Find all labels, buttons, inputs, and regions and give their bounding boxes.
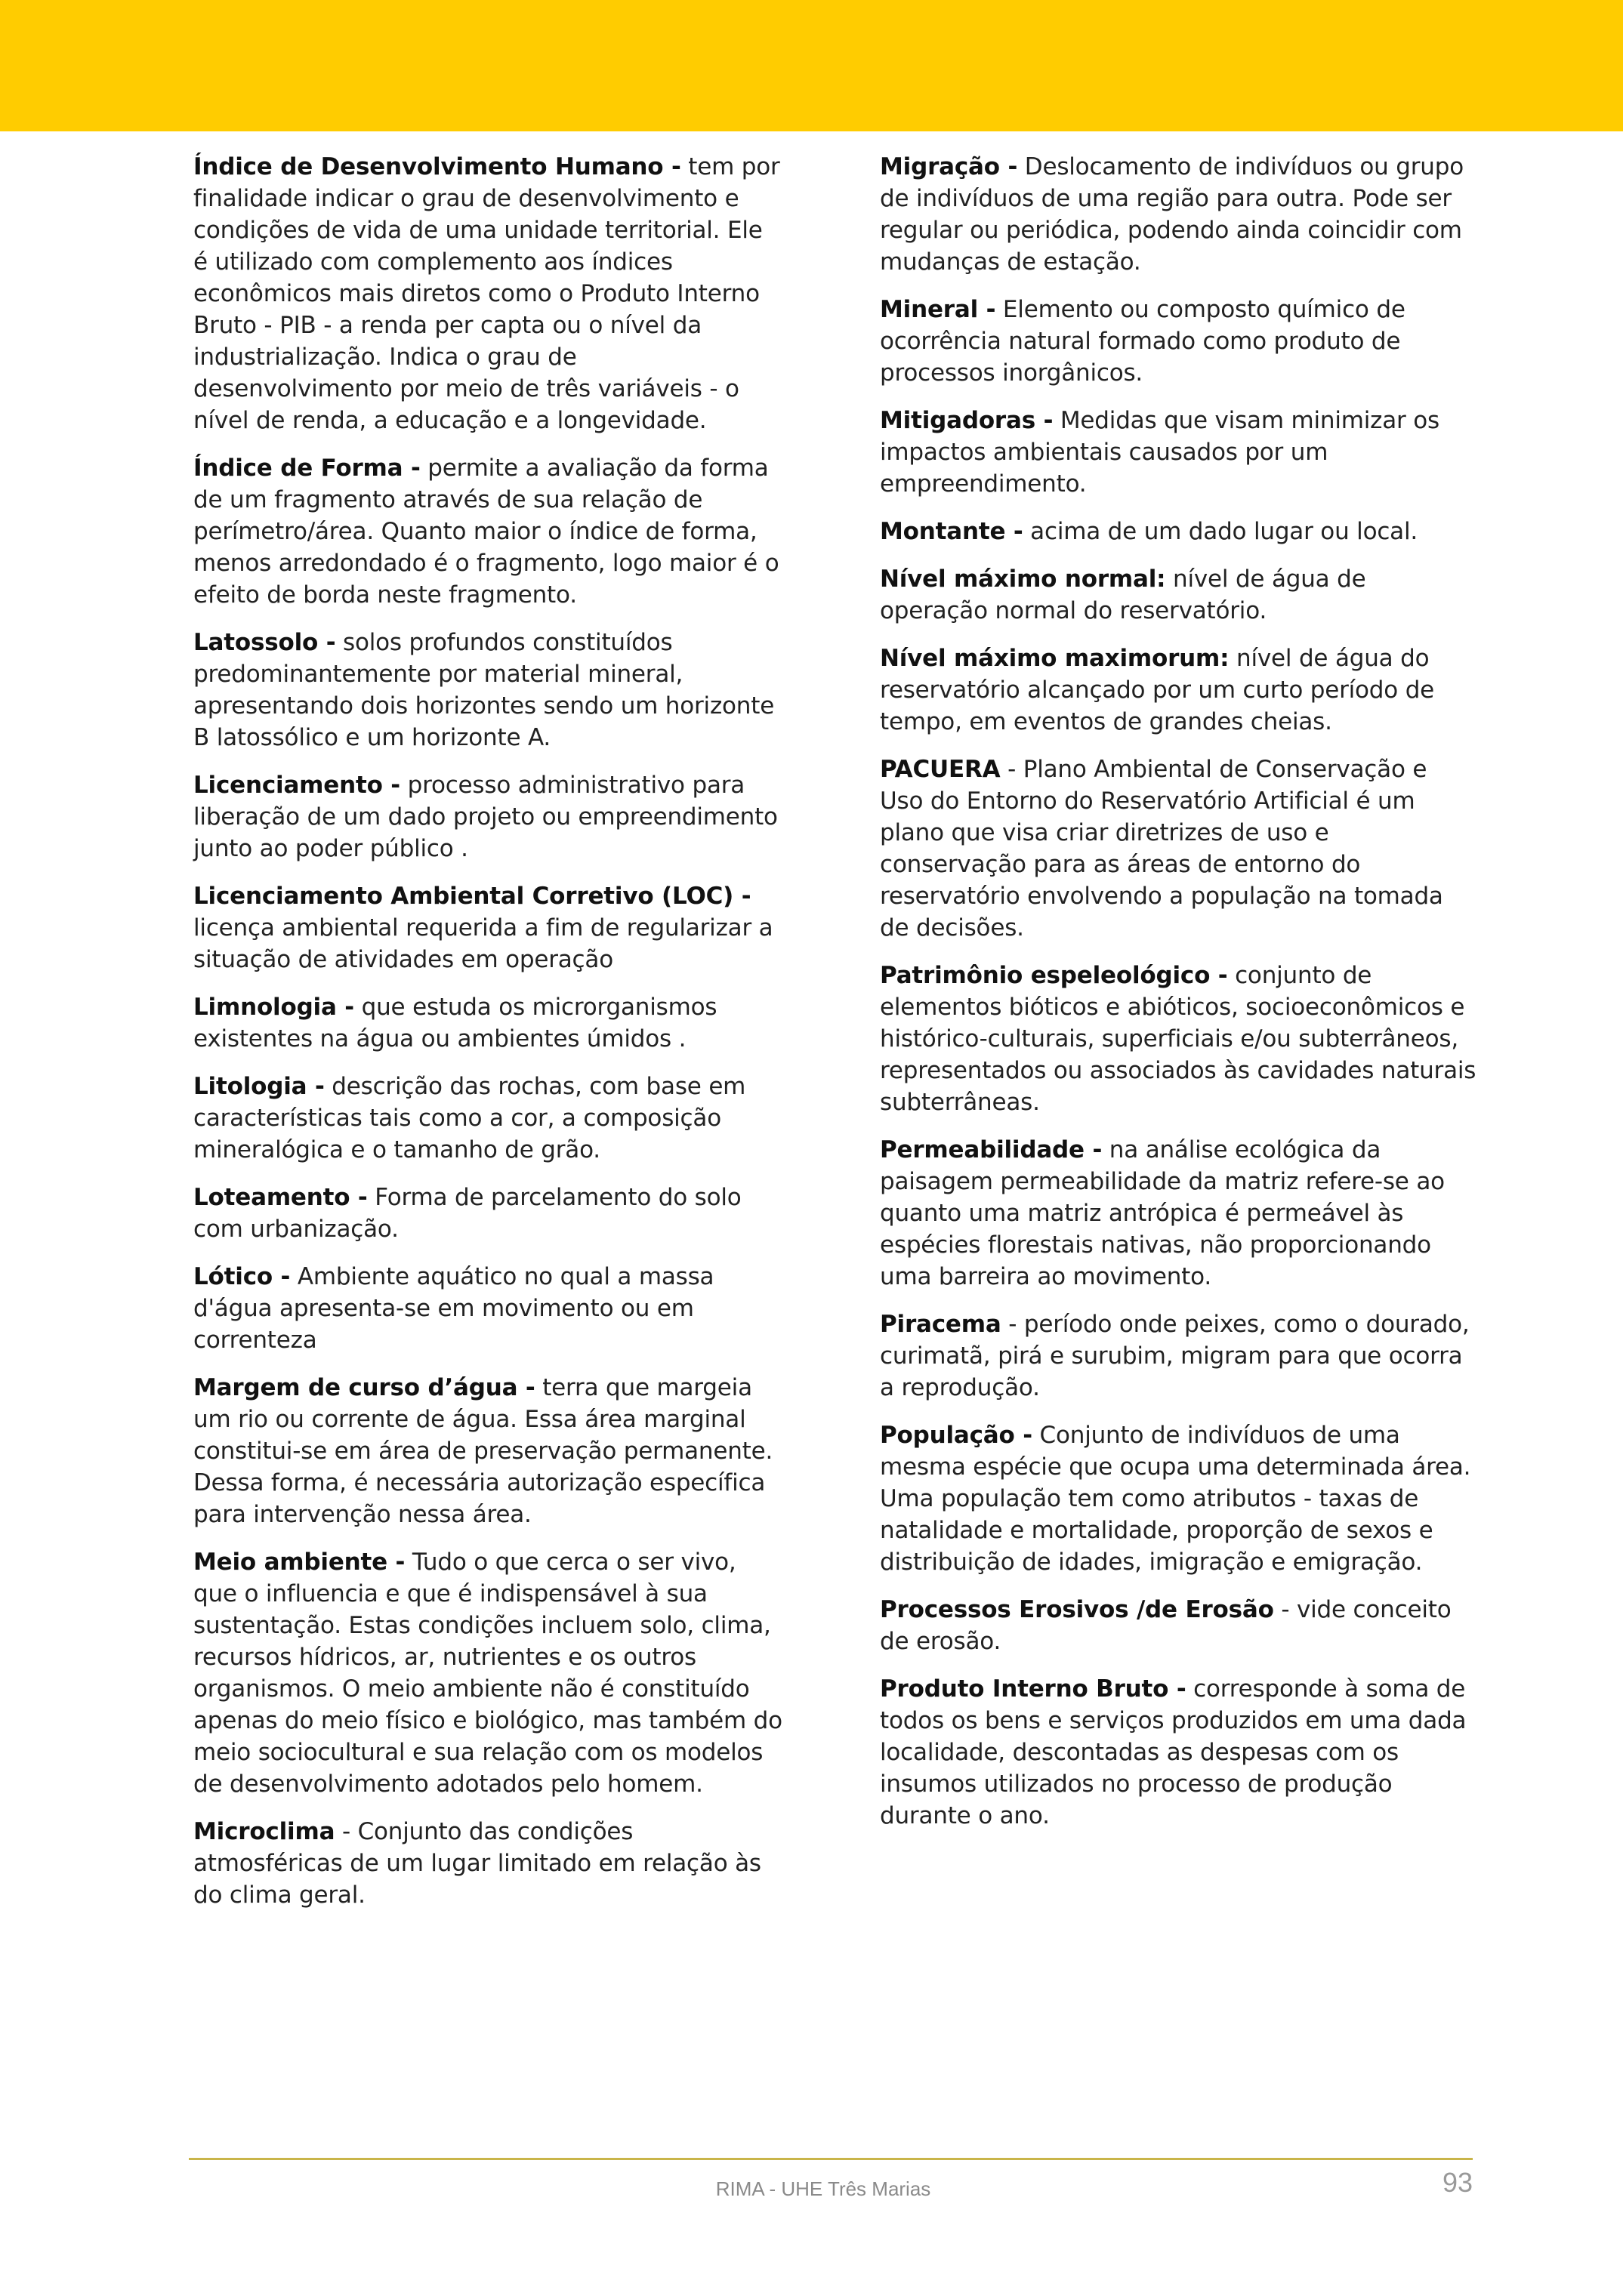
glossary-entry <box>880 1308 1476 1404</box>
glossary-entry <box>880 1673 1476 1832</box>
glossary-definition: na análise ecológica da paisagem permeabilidade da matriz refere-se ao quanto uma matriz antrópica é permeável às espécies florestais nativas, não proporcionando uma barreira ao movimento. <box>880 1136 1445 1290</box>
header-band <box>0 0 1623 131</box>
glossary-entry <box>193 1182 782 1245</box>
glossary-term: População - <box>880 1422 1032 1449</box>
glossary-definition: permite a avaliação da forma de um fragmento através de sua relação de perímetro/área. Quanto maior o índice de forma, menos arredondado é o fragmento, logo maior é o efeito de borda neste fragmento. <box>193 455 779 609</box>
glossary-definition: Ambiente aquático no qual a massa d'água apresenta-se em movimento ou em correnteza <box>193 1263 714 1354</box>
glossary-term: Permeabilidade - <box>880 1136 1103 1163</box>
glossary-definition: que estuda os microrganismos existentes na água ou ambientes úmidos . <box>193 994 717 1052</box>
glossary-term: Meio ambiente - <box>193 1549 406 1576</box>
glossary-entry <box>880 294 1476 389</box>
glossary-entry <box>193 627 782 754</box>
glossary-term: Mineral - <box>880 296 996 323</box>
glossary-term: Limnologia - <box>193 994 354 1021</box>
glossary-term: Mitigadoras - <box>880 407 1054 434</box>
glossary-definition: - Plano Ambiental de Conservação e Uso do Entorno do Reservatório Artificial é um plano que visa criar diretrizes de uso e conservação para as áreas de entorno do reservatório envolvendo a população na tomada de decisões. <box>880 756 1443 942</box>
glossary-term: Microclima <box>193 1818 335 1845</box>
glossary-entry <box>880 960 1476 1118</box>
glossary-entry <box>193 769 782 864</box>
glossary-definition: licença ambiental requerida a fim de regularizar a situação de atividades em operação <box>193 914 773 973</box>
glossary-term: Lótico - <box>193 1263 291 1290</box>
glossary-term: Migração - <box>880 153 1018 180</box>
glossary-entry <box>193 880 782 975</box>
glossary-entry <box>880 563 1476 627</box>
glossary-definition: terra que margeia um rio ou corrente de água. Essa área marginal constitui-se em área de preservação permanente. Dessa forma, é necessária autorização específica para intervenção nessa área. <box>193 1374 773 1528</box>
glossary-term: Litologia - <box>193 1073 325 1100</box>
glossary-entry <box>193 151 782 436</box>
glossary-entry <box>880 1419 1476 1578</box>
glossary-entry <box>193 1372 782 1530</box>
glossary-term: Processos Erosivos /de Erosão <box>880 1596 1274 1623</box>
glossary-term: Índice de Forma - <box>193 455 421 482</box>
glossary-term: PACUERA <box>880 756 1001 783</box>
glossary-definition: acima de um dado lugar ou local. <box>1023 518 1418 545</box>
glossary-definition: Conjunto de indivíduos de uma mesma espécie que ocupa uma determinada área. Uma população tem como atributos - taxas de natalidade e mortalidade, proporção de sexos e distribuição de idades, imigração e emigração. <box>880 1422 1471 1576</box>
glossary-definition: - vide conceito de erosão. <box>880 1596 1452 1655</box>
glossary-definition: Deslocamento de indivíduos ou grupo de indivíduos de uma região para outra. Pode ser regular ou periódica, podendo ainda coincidir com mudanças de estação. <box>880 153 1464 276</box>
glossary-term: Nível máximo maximorum: <box>880 645 1230 672</box>
glossary-entry <box>193 1261 782 1356</box>
glossary-term: Montante - <box>880 518 1023 545</box>
glossary-entry <box>880 1134 1476 1293</box>
glossary-entry <box>880 643 1476 738</box>
glossary-entry <box>880 754 1476 944</box>
glossary-term: Latossolo - <box>193 629 336 656</box>
glossary-definition: Elemento ou composto químico de ocorrência natural formado como produto de processos inorgânicos. <box>880 296 1405 387</box>
glossary-definition: Forma de parcelamento do solo com urbanização. <box>193 1184 742 1243</box>
glossary-entry <box>880 151 1476 278</box>
glossary-entry <box>880 1594 1476 1657</box>
glossary-entry <box>193 452 782 611</box>
glossary-term: Margem de curso d’água - <box>193 1374 535 1401</box>
footer-divider <box>189 2158 1473 2160</box>
glossary-term: Loteamento - <box>193 1184 368 1211</box>
glossary-term: Nível máximo normal: <box>880 566 1166 593</box>
glossary-entry <box>880 516 1476 547</box>
glossary-definition: - período onde peixes, como o dourado, curimatã, pirá e surubim, migram para que ocorra a reprodução. <box>880 1311 1470 1401</box>
glossary-term: Licenciamento Ambiental Corretivo (LOC) - <box>193 883 751 910</box>
footer-document-title: RIMA - UHE Três Marias <box>715 2177 931 2200</box>
glossary-term: Produto Interno Bruto - <box>880 1675 1186 1703</box>
glossary-definition: nível de água de operação normal do reservatório. <box>880 566 1366 624</box>
glossary-entry <box>880 405 1476 500</box>
glossary-definition: tem por finalidade indicar o grau de desenvolvimento e condições de vida de uma unidade territorial. Ele é utilizado com complemento aos índices econômicos mais diretos como o Produto Interno Bruto - PIB - a renda per capta ou o nível da industrialização. Indica o grau de desenvolvimento por meio de três variáveis - o nível de renda, a educação e a longevidade. <box>193 153 780 434</box>
glossary-term: Licenciamento - <box>193 772 400 799</box>
glossary-entry <box>193 991 782 1055</box>
glossary-definition: conjunto de elementos bióticos e abióticos, socioeconômicos e histórico-culturais, superficiais e/ou subterrâneos, representados ou associados às cavidades naturais subterrâneas. <box>880 962 1476 1116</box>
glossary-column-left <box>193 151 782 1927</box>
glossary-entry <box>193 1071 782 1166</box>
glossary-definition: Medidas que visam minimizar os impactos ambientais causados por um empreendimento. <box>880 407 1439 498</box>
glossary-definition: descrição das rochas, com base em características tais como a cor, a composição mineralógica e o tamanho de grão. <box>193 1073 746 1163</box>
page-number: 93 <box>1442 2167 1473 2198</box>
glossary-term: Patrimônio espeleológico - <box>880 962 1228 989</box>
glossary-definition: processo administrativo para liberação de um dado projeto ou empreendimento junto ao poder público . <box>193 772 778 862</box>
glossary-definition: nível de água do reservatório alcançado por um curto período de tempo, em eventos de grandes cheias. <box>880 645 1435 735</box>
glossary-column-right <box>880 151 1476 1848</box>
glossary-definition: Tudo o que cerca o ser vivo, que o influencia e que é indispensável à sua sustentação. Estas condições incluem solo, clima, recursos hídricos, ar, nutrientes e os outros organismos. O meio ambiente não é constituído apenas do meio físico e biológico, mas também do meio sociocultural e sua relação com os modelos de desenvolvimento adotados pelo homem. <box>193 1549 782 1798</box>
glossary-term: Índice de Desenvolvimento Humano - <box>193 153 681 180</box>
glossary-term: Piracema <box>880 1311 1001 1338</box>
glossary-definition: - Conjunto das condições atmosféricas de um lugar limitado em relação às do clima geral. <box>193 1818 761 1909</box>
glossary-definition: solos profundos constituídos predominantemente por material mineral, apresentando dois horizontes sendo um horizonte B latossólico e um horizonte A. <box>193 629 775 751</box>
glossary-entry <box>193 1816 782 1911</box>
glossary-definition: corresponde à soma de todos os bens e serviços produzidos em uma dada localidade, descontadas as despesas com os insumos utilizados no processo de produção durante o ano. <box>880 1675 1467 1829</box>
glossary-entry <box>193 1546 782 1800</box>
